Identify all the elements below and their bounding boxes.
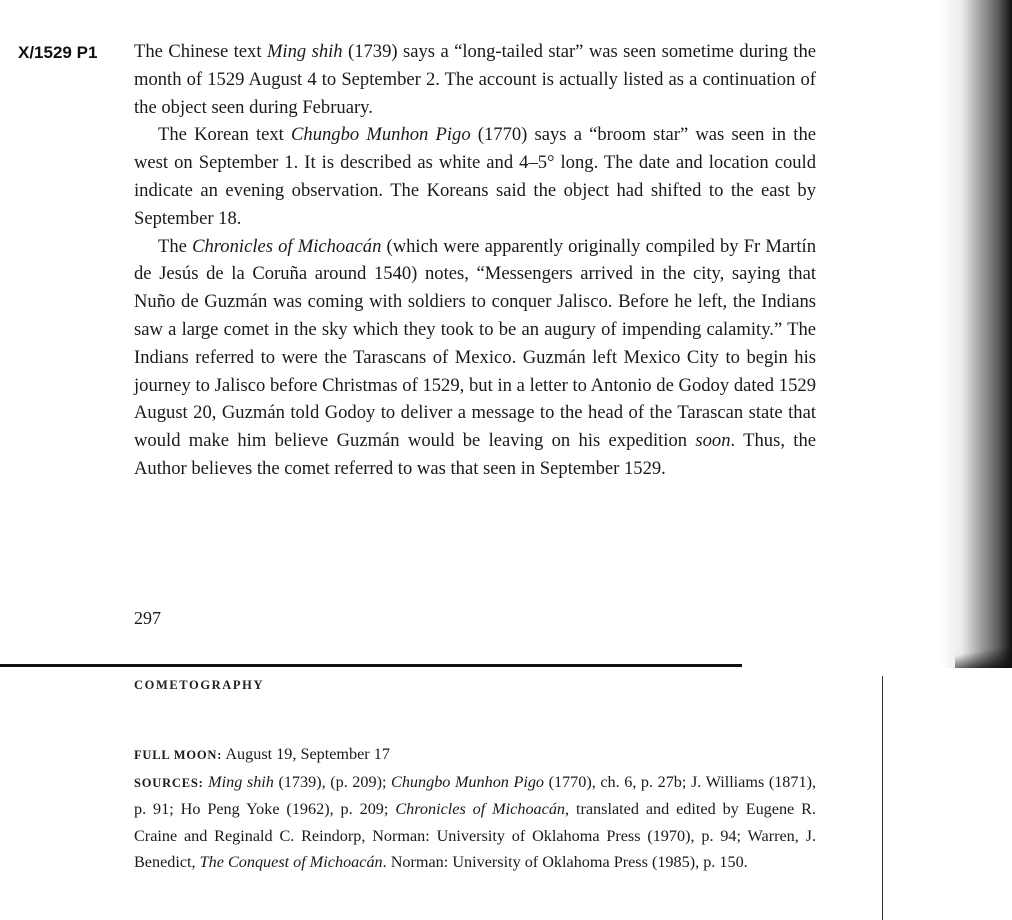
full-moon-line: [134, 741, 816, 769]
page-number: 297: [134, 608, 161, 628]
italic-title: Ming shih: [266, 41, 343, 62]
italic-title: Chungbo Munhon Pigo: [291, 124, 471, 146]
right-spine-line: [882, 676, 883, 920]
page-edge-shadow: [940, 0, 1012, 668]
entry-body: [134, 38, 816, 483]
italic-title: Chronicles of Michoacán: [192, 235, 382, 257]
sources-label: SOURCES:: [134, 775, 204, 790]
entry-id: X/1529 P1: [18, 43, 98, 62]
italic-title: soon: [695, 430, 731, 452]
full-moon-label: FULL MOON:: [134, 748, 223, 762]
page-divider-rule: [0, 664, 742, 667]
italic-title: Chronicles of Michoacán: [395, 800, 566, 818]
running-head: COMETOGRAPHY: [134, 678, 265, 692]
notes-block: [134, 741, 816, 876]
sources-text: Ming shih (1739), (p. 209); Chungbo Munhon Pigo (1770), ch. 6, p. 27b; J. Williams (1871), p. 91; Ho Peng Yoke (1962), p. 209; Chronicles of Michoacán, translated and edited by Eugene R. Craine and Reginald C. Reindorp, Norman: University of Oklahoma Press (1970), p. 94; Warren, J. Benedict, The Conquest of Michoacán. Norman: University of Oklahoma Press (1985), p. 150.: [134, 772, 817, 871]
page-edge-shadow-tail: [955, 640, 1012, 668]
full-moon-text: August 19, September 17: [222, 745, 390, 763]
italic-title: Ming shih: [208, 772, 274, 791]
entry-paragraph-1: The Chinese text Ming shih (1739) says a “long-tailed star” was seen sometime during the month of 1529 August 4 to September 2. The account is actually listed as a continuation of the object seen during February.: [134, 41, 816, 118]
italic-title: Chungbo Munhon Pigo: [391, 772, 545, 791]
sources-line: [134, 769, 816, 876]
italic-title: The Conquest of Michoacán: [199, 853, 383, 871]
entry-paragraph-2: The Korean text Chungbo Munhon Pigo (1770) says a “broom star” was seen in the west on September 1. It is described as white and 4–5° long. The date and location could indicate an evening observation. The Koreans said the object had shifted to the east by September 18.: [134, 124, 816, 229]
entry-paragraph-3: The Chronicles of Michoacán (which were apparently originally compiled by Fr Martín de Jesús de la Coruña around 1540) notes, “Messengers arrived in the city, saying that Nuño de Guzmán was coming with soldiers to conquer Jalisco. Before he left, the Indians saw a large comet in the sky which they took to be an augury of impending calamity.” The Indians referred to were the Tarascans of Mexico. Guzmán left Mexico City to begin his journey to Jalisco before Christmas of 1529, but in a letter to Antonio de Godoy dated 1529 August 20, Guzmán told Godoy to deliver a message to the head of the Tarascan state that would make him believe Guzmán would be leaving on his expedition soon. Thus, the Author believes the comet referred to was that seen in September 1529.: [134, 235, 816, 479]
